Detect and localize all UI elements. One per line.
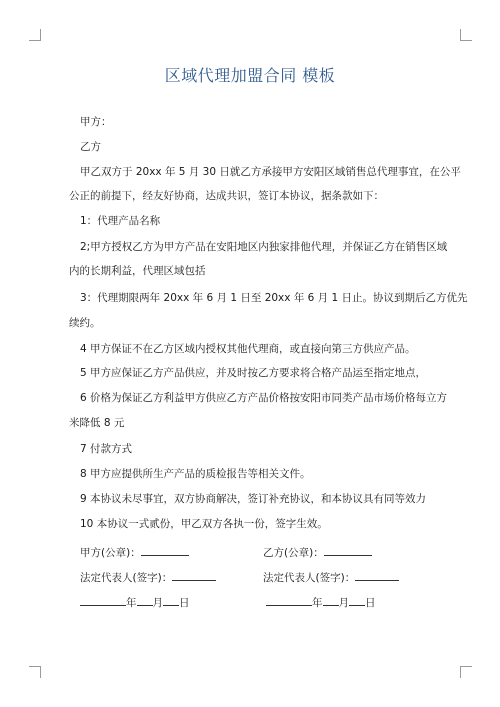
year-label: 年 [126, 597, 137, 609]
day-blank [349, 594, 365, 606]
clause-4: 4 甲方保证不在乙方区域内授权其他代理商，或直接向第三方供应产品。 [80, 343, 416, 355]
corner-mark-bottom-left [29, 666, 41, 678]
day-label: 日 [365, 597, 376, 609]
party-b-rep-blank [355, 569, 399, 581]
party-a-rep-blank [172, 569, 216, 581]
signature-party-a-rep [80, 569, 216, 585]
corner-mark-bottom-right [460, 666, 472, 678]
day-label: 日 [179, 597, 190, 609]
clause-2-line-2: 内的长期利益，代理区域包括 [69, 265, 206, 277]
year-blank [80, 594, 126, 606]
intro-line-1: 甲乙双方于 20xx 年 5 月 30 日就乙方承接甲方安阳区域销售总代理事宜，在公平 [80, 166, 461, 178]
party-b-seal-blank [324, 544, 372, 556]
party-a-rep-label: 法定代表人(签字)： [80, 572, 173, 584]
clause-6-line-1: 6 价格为保证乙方利益甲方供应乙方产品价格按安阳市同类产品市场价格每立方 [80, 392, 448, 404]
month-label: 月 [152, 597, 163, 609]
clause-10: 10 本协议一式贰份，甲乙双方各执一份，签字生效。 [80, 518, 328, 530]
clause-8: 8 甲方应提供所生产产品的质检报告等相关文件。 [80, 468, 311, 480]
clause-3-line-1: 3：代理期限两年 20xx 年 6 月 1 日至 20xx 年 6 月 1 日止。协议到期后乙方优先 [80, 292, 468, 304]
clause-3-line-2: 续约。 [69, 317, 101, 329]
month-blank [323, 594, 339, 606]
clause-2-line-1: 2;甲方授权乙方为甲方产品在安阳地区内独家排他代理，并保证乙方在销售区域 [80, 241, 448, 253]
date-line-party-b [266, 594, 376, 610]
clause-5: 5 甲方应保证乙方产品供应，并及时按乙方要求将合格产品运至指定地点， [80, 367, 427, 379]
month-blank [137, 594, 153, 606]
party-b-rep-label: 法定代表人(签字)： [263, 572, 356, 584]
party-b-label: 乙方 [80, 141, 101, 153]
clause-6-line-2: 米降低 8 元 [69, 417, 125, 429]
corner-mark-top-left [29, 29, 41, 41]
clause-1: 1：代理产品名称 [80, 215, 161, 227]
party-a-seal-label: 甲方(公章)： [80, 547, 141, 559]
clause-7: 7 付款方式 [80, 443, 133, 455]
year-label: 年 [312, 597, 323, 609]
month-label: 月 [338, 597, 349, 609]
signature-party-b-seal [263, 544, 372, 560]
corner-mark-top-right [460, 29, 472, 41]
document-title: 区域代理加盟合同 模板 [164, 66, 336, 85]
date-line-party-a [80, 594, 190, 610]
party-a-label: 甲方： [80, 116, 112, 128]
party-a-seal-blank [141, 544, 189, 556]
day-blank [163, 594, 179, 606]
party-b-seal-label: 乙方(公章)： [263, 547, 324, 559]
signature-party-b-rep [263, 569, 399, 585]
clause-9: 9 本协议未尽事宜，双方协商解决，签订补充协议，和本协议具有同等效力 [80, 493, 427, 505]
signature-party-a-seal [80, 544, 189, 560]
year-blank [266, 594, 312, 606]
intro-line-2: 公正的前提下，经友好协商，达成共识，签订本协议，据条款如下： [69, 190, 384, 202]
